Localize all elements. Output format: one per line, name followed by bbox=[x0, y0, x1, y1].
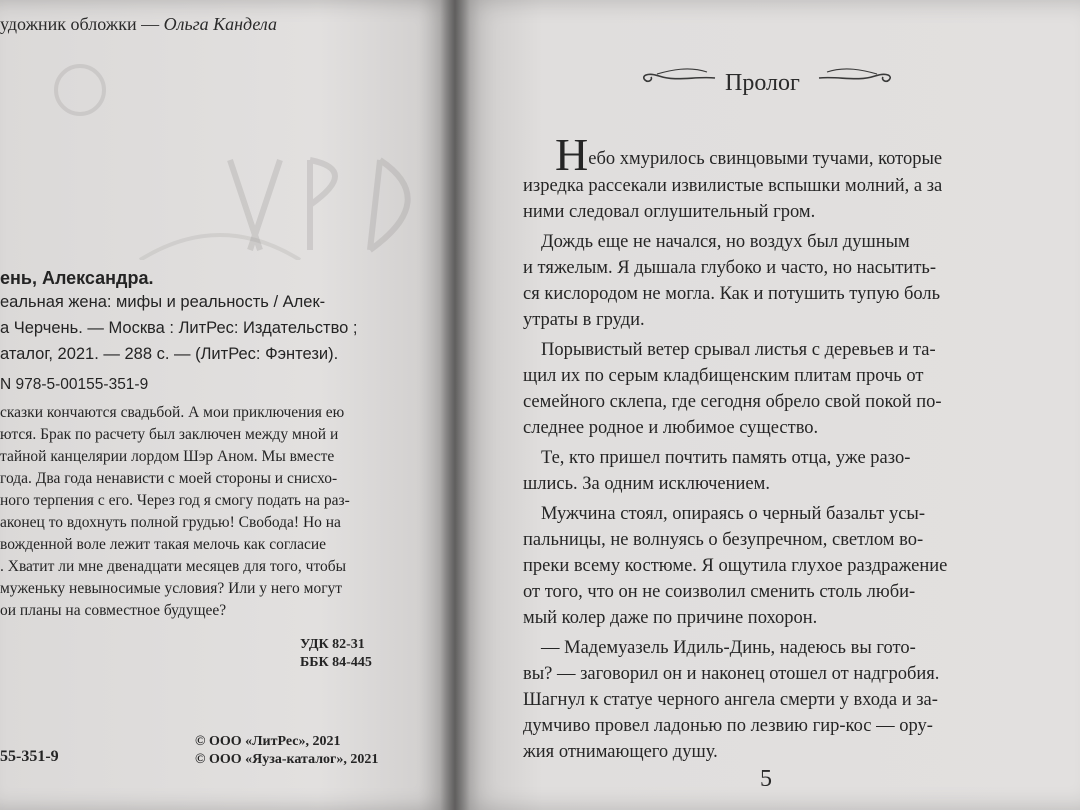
bib-line-3: аталог, 2021. — 288 с. — (ЛитРес: Фэнтези). bbox=[0, 345, 339, 363]
body-line-18: — Мадемуазель Идиль-Динь, надеюсь вы гото- bbox=[541, 638, 916, 658]
body-line-14: пальницы, не волнуясь о безупречном, светлом во- bbox=[523, 530, 924, 550]
body-line-20: Шагнул к статуе черного ангела смерти у входа и за- bbox=[523, 690, 938, 710]
annotation-line-4: года. Два года ненависти с моей стороны и снисхо- bbox=[0, 470, 338, 487]
first-line-rest: ебо хмурилось свинцовыми тучами, которые bbox=[588, 149, 943, 169]
copyright-line-2: © ООО «Яуза-каталог», 2021 bbox=[195, 752, 379, 767]
body-line-11: Те, кто пришел почтить память отца, уже разо- bbox=[541, 448, 911, 468]
credit-name: Ольга Кандела bbox=[163, 14, 277, 34]
body-line-7: Порывистый ветер срывал листья с деревьев и та- bbox=[541, 340, 936, 360]
annotation-line-1: сказки кончаются свадьбой. А мои приключения ею bbox=[0, 404, 345, 421]
body-line-1: изредка рассекали извилистые вспышки молний, а за bbox=[523, 176, 943, 196]
body-line-22: жия отнимающего душу. bbox=[523, 742, 718, 762]
body-line-16: от того, что он не соизволил сменить столь люби- bbox=[523, 582, 916, 602]
chapter-title: Пролог bbox=[725, 70, 800, 96]
bib-line-1: еальная жена: мифы и реальность / Алек- bbox=[0, 293, 326, 311]
isbn-bottom: 55-351-9 bbox=[0, 748, 59, 765]
book-gutter bbox=[440, 0, 470, 810]
body-line-13: Мужчина стоял, опираясь о черный базальт усы- bbox=[541, 504, 926, 524]
body-line-3: Дождь еще не начался, но воздух был душным bbox=[541, 232, 910, 252]
annotation-line-3: тайной канцелярии лордом Шэр Аном. Мы вместе bbox=[0, 448, 335, 465]
page-number: 5 bbox=[760, 766, 772, 792]
left-page bbox=[0, 0, 455, 810]
body-line-10: следнее родное и любимое существо. bbox=[523, 418, 819, 438]
annotation-line-10: ои планы на совместное будущее? bbox=[0, 602, 227, 619]
annotation-line-8: . Хватит ли мне двенадцати месяцев для того, чтобы bbox=[0, 558, 347, 575]
cover-artist-credit bbox=[0, 14, 277, 35]
body-line-21: думчиво провел ладонью по лезвию гир-кос — ору- bbox=[523, 716, 933, 736]
author-heading: ень, Александра. bbox=[0, 268, 154, 288]
body-line-9: семейного склепа, где сегодня обрело свой покой по- bbox=[523, 392, 942, 412]
bib-line-2: а Черчень. — Москва : ЛитРес: Издательство ; bbox=[0, 319, 358, 337]
udk-code: УДК 82-31 bbox=[300, 637, 365, 652]
annotation-line-9: муженьку невыносимые условия? Или у него могут bbox=[0, 580, 343, 597]
left-flourish-ornament bbox=[637, 64, 717, 88]
annotation-line-6: аконец то вдохнуть полной грудью! Свобода! Но на bbox=[0, 514, 341, 531]
body-line-8: щил их по серым кладбищенским плитам прочь от bbox=[523, 366, 924, 386]
body-line-2: ними следовал оглушительный гром. bbox=[523, 202, 816, 222]
annotation-line-7: вожденной воле лежит такая мелочь как согласие bbox=[0, 536, 327, 553]
body-line-12: шлись. За одним исключением. bbox=[523, 474, 770, 494]
body-line-4: и тяжелым. Я дышала глубоко и часто, но насытить- bbox=[523, 258, 936, 278]
show-through-lettering bbox=[20, 60, 450, 260]
body-line-5: ся кислородом не могла. Как и потушить тупую боль bbox=[523, 284, 941, 304]
first-paragraph-line bbox=[555, 129, 943, 180]
right-page bbox=[455, 0, 1080, 810]
bbk-code: ББК 84-445 bbox=[300, 655, 372, 670]
annotation-line-5: ного терпения с его. Через год я смогу подать на раз- bbox=[0, 492, 350, 509]
body-line-17: мый колер даже по причине похорон. bbox=[523, 608, 818, 628]
isbn-top: N 978-5-00155-351-9 bbox=[0, 376, 149, 393]
credit-prefix: удожник обложки — bbox=[0, 14, 164, 34]
copyright-line-1: © ООО «ЛитРес», 2021 bbox=[195, 734, 341, 749]
annotation-line-2: ются. Брак по расчету был заключен между мной и bbox=[0, 426, 339, 443]
body-line-6: утраты в груди. bbox=[523, 310, 645, 330]
body-line-15: преки всему костюме. Я ощутила глухое раздражение bbox=[523, 556, 948, 576]
right-flourish-ornament bbox=[817, 64, 897, 88]
body-line-19: вы? — заговорил он и наконец отошел от надгробия. bbox=[523, 664, 940, 684]
drop-cap: Н bbox=[555, 129, 589, 180]
